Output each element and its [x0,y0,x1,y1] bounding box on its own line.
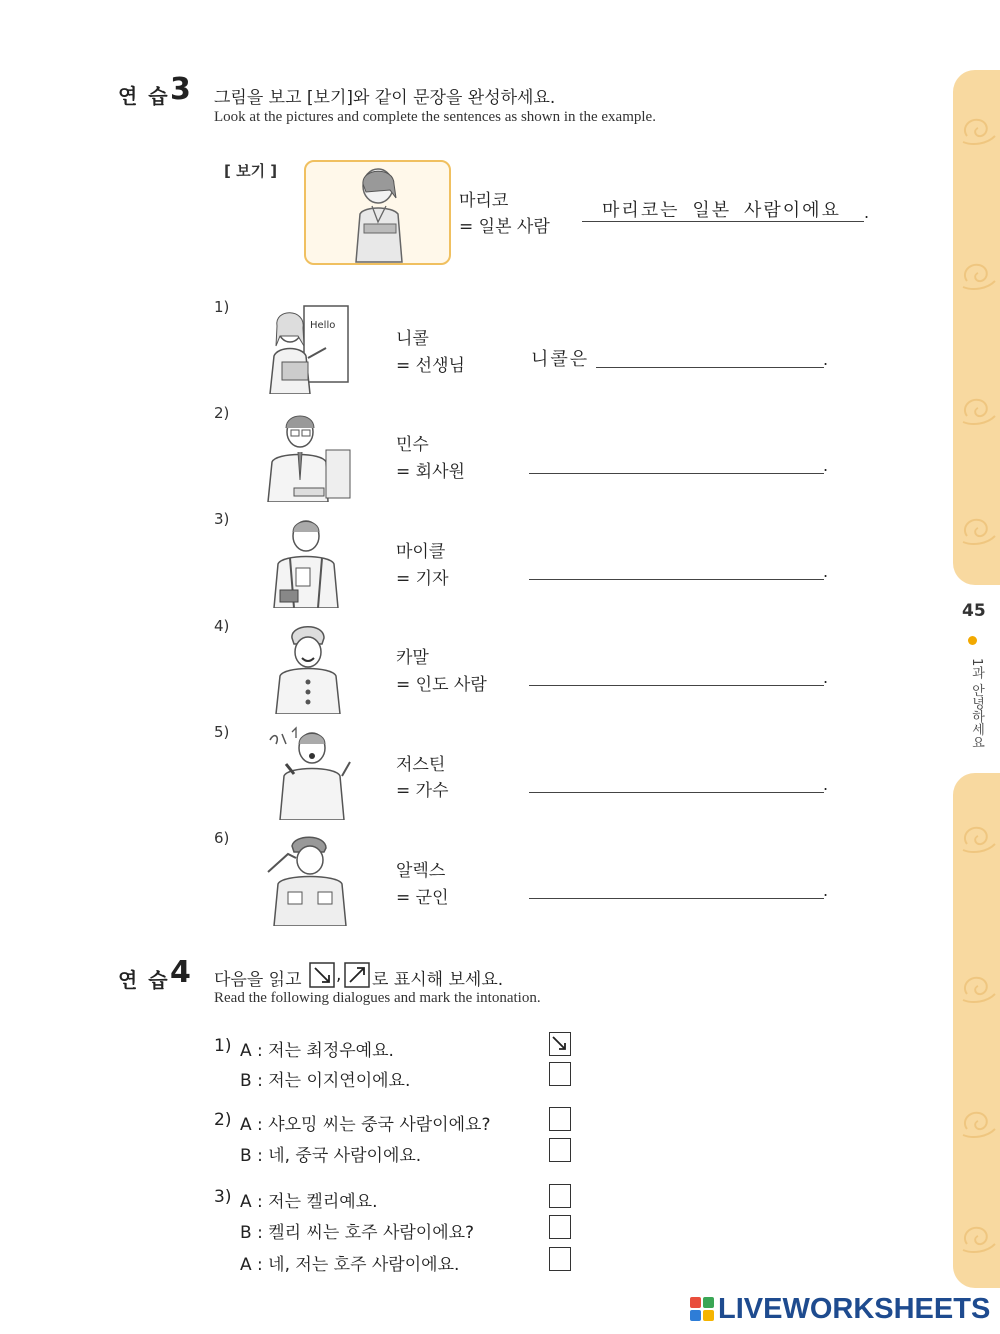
item-3-name: 마이클 [396,542,446,562]
dialogue-1-number: 1) [214,1036,232,1056]
woman-kimono-illustration [306,162,449,263]
swirl-ornament-icon [959,1218,999,1258]
item-6-answer-line[interactable] [529,898,824,899]
item-4-job: = 인도 사람 [396,675,487,695]
intonation-checkbox[interactable] [549,1062,571,1086]
svg-text:Hello: Hello [310,320,336,331]
swirl-ornament-icon [959,255,999,295]
brand-text: LIVEWORKSHEETS [718,1292,991,1325]
intonation-checkbox[interactable] [549,1215,571,1239]
item-6-name: 알렉스 [396,861,446,881]
item-5-period: . [823,775,829,794]
item-5-answer-line[interactable] [529,792,824,793]
item-3-period: . [823,562,829,581]
rising-arrow-icon [344,962,370,988]
item-2-number: 2) [214,404,230,422]
soldier-illustration [264,832,352,926]
liveworksheets-brand[interactable] [690,1293,990,1325]
lesson-title: 1과 안녕하세요 [969,658,984,749]
exercise-4-title-sep: , [336,965,342,985]
lesson-dot [968,636,977,645]
item-2-job: = 회사원 [396,462,465,482]
office-worker-illustration [264,408,352,502]
item-5-name: 저스틴 [396,755,446,775]
page-number: 45 [962,601,986,621]
exercise-4-title-post: 로 표시해 보세요. [372,970,504,990]
item-4-name: 카말 [396,648,429,668]
item-3-answer-line[interactable] [529,579,824,580]
item-4-answer-line[interactable] [529,685,824,686]
item-1-prefill: 니콜은 [531,349,590,370]
example-picture-frame [304,160,451,265]
exercise-4-subtitle: Read the following dialogues and mark the intonation. [214,990,541,1006]
exercise-3-title: 그림을 보고 [보기]와 같이 문장을 완성하세요. [214,88,556,108]
dialogue-3-number: 3) [214,1187,232,1207]
dialogue-line: A : 네, 저는 호주 사람이에요. [240,1255,460,1275]
dialogue-line: A : 저는 켈리예요. [240,1192,378,1212]
item-4-period: . [823,668,829,687]
dialogue-line: B : 네, 중국 사람이에요. [240,1146,422,1166]
item-1-job: = 선생님 [396,356,465,376]
exercise-4-label: 연 습 [118,968,170,992]
item-6-job: = 군인 [396,888,449,908]
side-tab-top [953,70,1000,585]
intonation-checkbox[interactable] [549,1184,571,1208]
liveworksheets-logo-icon [690,1297,714,1321]
falling-arrow-icon [309,962,335,988]
example-answer-line [582,221,864,222]
intonation-checkbox[interactable] [549,1032,571,1056]
indian-man-illustration [270,620,344,714]
dialogue-line: B : 저는 이지연이에요. [240,1071,411,1091]
swirl-ornament-icon [959,510,999,550]
swirl-ornament-icon [959,968,999,1008]
intonation-checkbox[interactable] [549,1138,571,1162]
example-period: . [864,203,870,222]
falling-arrow-icon [550,1033,569,1054]
item-3-job: = 기자 [396,569,449,589]
reporter-illustration [266,514,346,608]
example-job: = 일본 사람 [459,217,550,237]
item-6-period: . [823,881,829,900]
dialogue-line: B : 켈리 씨는 호주 사람이에요? [240,1223,475,1243]
item-2-answer-line[interactable] [529,473,824,474]
item-1-name: 니콜 [396,329,429,349]
teacher-illustration [264,302,352,394]
item-5-job: = 가수 [396,781,449,801]
exercise-4-number: 4 [170,955,191,990]
item-2-period: . [823,456,829,475]
swirl-ornament-icon [959,1103,999,1143]
item-5-number: 5) [214,723,230,741]
exercise-3-number: 3 [170,72,191,107]
example-name: 마리코 [459,191,509,211]
dialogue-2-number: 2) [214,1110,232,1130]
singer-illustration [264,726,354,820]
item-1-number: 1) [214,298,230,316]
exercise-4-title-pre: 다음을 읽고 [214,970,302,990]
item-4-number: 4) [214,617,230,635]
swirl-ornament-icon [959,110,999,150]
item-6-number: 6) [214,829,230,847]
intonation-checkbox[interactable] [549,1247,571,1271]
exercise-3-label: 연 습 [118,84,170,108]
example-tag: [ 보기 ] [224,162,278,180]
exercise-3-subtitle: Look at the pictures and complete the sentences as shown in the example. [214,109,656,125]
item-1-period: . [823,350,829,369]
example-answer: 마리코는 일본 사람이에요 [602,200,841,221]
item-1-answer-line[interactable] [596,367,824,368]
item-3-number: 3) [214,510,230,528]
item-2-name: 민수 [396,435,429,455]
dialogue-line: A : 저는 최정우예요. [240,1041,394,1061]
side-tab-bottom [953,773,1000,1288]
swirl-ornament-icon [959,390,999,430]
swirl-ornament-icon [959,818,999,858]
intonation-checkbox[interactable] [549,1107,571,1131]
dialogue-line: A : 샤오밍 씨는 중국 사람이에요? [240,1115,491,1135]
